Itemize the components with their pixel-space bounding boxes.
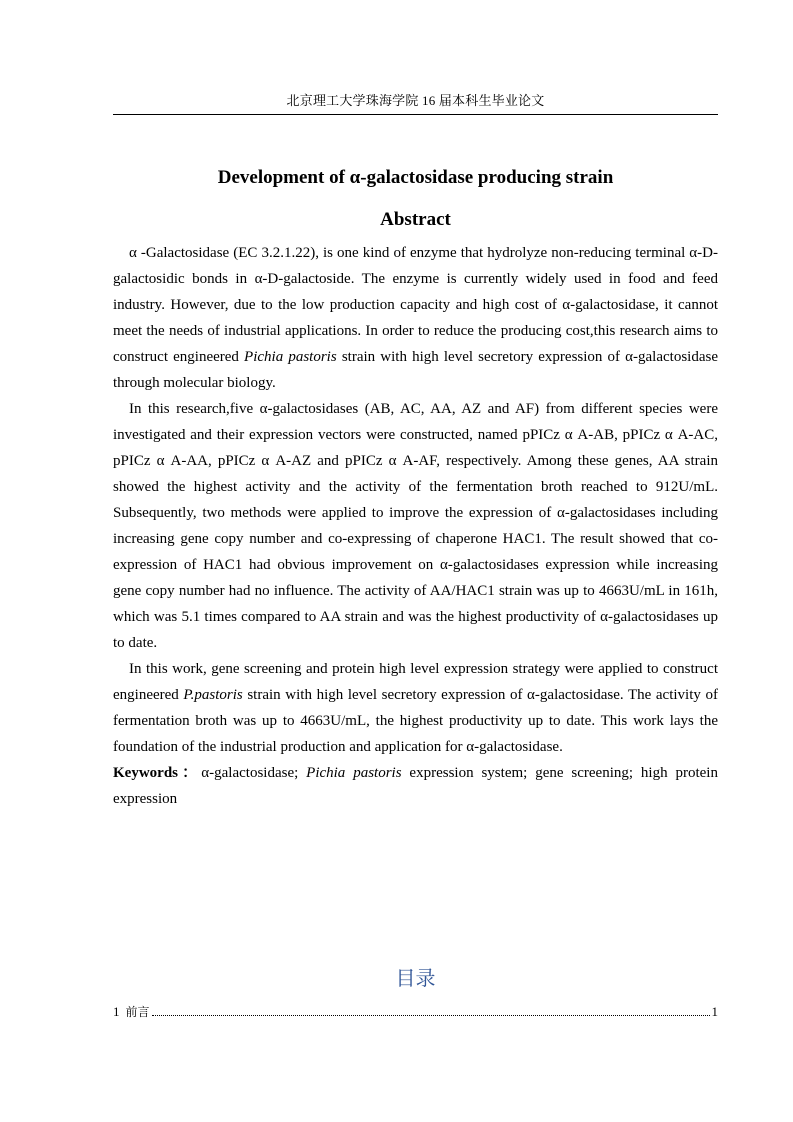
- toc-entry-title: 前言: [125, 1005, 150, 1019]
- species-name: Pichia pastoris: [306, 765, 402, 781]
- abstract-heading: Abstract: [380, 209, 451, 230]
- abstract-text: In this work, gene screening and protein high level expression strategy were applied to construct engineered: [113, 661, 718, 703]
- keywords-label: Keywords：: [113, 765, 202, 781]
- toc-entry-page: 1: [711, 1004, 718, 1019]
- toc-dot-leader: [152, 1015, 710, 1016]
- toc-entry-number: 1: [113, 1004, 120, 1019]
- keywords-text: α-galactosidase;: [201, 765, 307, 781]
- abstract-text: strain with high level secretory expression of α-galactosidase. The activity of fermentation broth was up to 4663U/mL, the highest productivity up to date. This work lays the foundation of the industrial production and application for α-galactosidase.: [113, 687, 718, 755]
- species-name: Pichia pastoris: [244, 349, 337, 365]
- species-name: P.pastoris: [183, 687, 243, 703]
- toc-heading: 目录: [395, 966, 436, 990]
- abstract-paragraph-3: [113, 656, 718, 760]
- toc-entry[interactable]: [113, 1002, 718, 1022]
- thesis-title: Development of α-galactosidase producing strain: [217, 167, 614, 188]
- keywords-line: [113, 760, 718, 812]
- keywords-text: expression system; gene screening; high protein expression: [113, 765, 718, 807]
- abstract-paragraph-1: [113, 240, 718, 396]
- page-header: 北京理工大学珠海学院 16 届本科生毕业论文: [286, 93, 545, 108]
- abstract-body: [113, 240, 718, 812]
- header-divider: [113, 114, 718, 115]
- abstract-text: α -Galactosidase (EC 3.2.1.22), is one kind of enzyme that hydrolyze non-reducing terminal α-D- galactosidic bonds in α-D-galactoside. The enzyme is currently widely used in food and feed industry. However, due to the low production capacity and high cost of α-galactosidase, it cannot meet the needs of industrial applications. In order to reduce the producing cost,this research aims to construct engineered: [113, 245, 718, 365]
- abstract-paragraph-2: In this research,five α-galactosidases (AB, AC, AA, AZ and AF) from different species were investigated and their expression vectors were constructed, named pPICz α A-AB, pPICz α A-AC, pPICz α A-AA, pPICz α A-AZ and pPICz α A-AF, respectively. Among these genes, AA strain showed the highest activity and the activity of the fermentation broth reached to 912U/mL. Subsequently, two methods were applied to improve the expression of α-galactosidases including increasing gene copy number and co-expressing of chaperone HAC1. The result showed that co-expression of HAC1 had obvious improvement on α-galactosidases expression while increasing gene copy number had no influence. The activity of AA/HAC1 strain was up to 4663U/mL in 161h, which was 5.1 times compared to AA strain and was the highest productivity of α-galactosidases up to date.: [113, 401, 718, 651]
- abstract-text: strain with high level secretory expression of α-galactosidase through molecular biology.: [113, 349, 718, 391]
